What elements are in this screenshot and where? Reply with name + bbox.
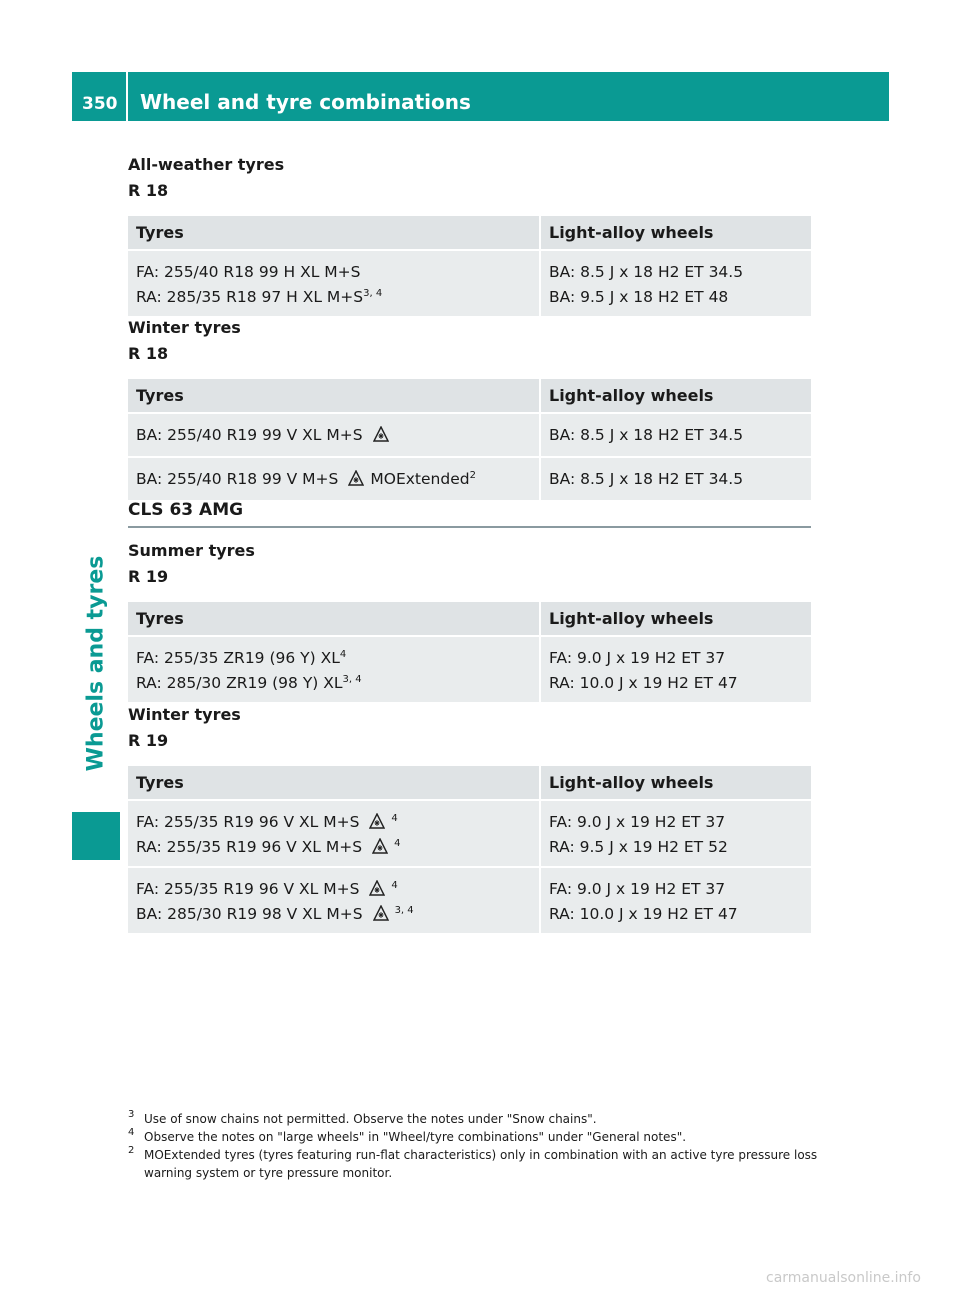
- wheel-spec: RA: 10.0 J x 19 H2 ET 47: [549, 905, 738, 923]
- tyre-spec: FA: 255/35 ZR19 (96 Y) $XL^4$: [136, 648, 347, 667]
- wheel-spec: FA: 9.0 J x 19 H2 ET 37: [549, 880, 726, 898]
- table-row: [128, 636, 811, 703]
- section-summer-r19: [128, 538, 811, 704]
- rim-size: R 18: [128, 344, 169, 363]
- tyre-spec: FA: 255/35 R19 96 V XL M+S $^4$: [136, 879, 398, 898]
- tyre-spec: RA: 255/35 R19 96 V XL M+S $^4$: [136, 837, 401, 856]
- tyre-spec: RA: 285/30 ZR19 (98 Y) XL$^{3, 4}$: [136, 673, 362, 692]
- page-number: 350: [82, 94, 118, 114]
- tyre-spec: FA: 255/40 R18 99 H XL M+S: [136, 263, 361, 281]
- tyre-table: [128, 216, 811, 318]
- tyre-table: [128, 766, 811, 935]
- col-header-wheels: Light-alloy wheels: [540, 216, 811, 250]
- wheel-spec: RA: 9.5 J x 19 H2 ET 52: [549, 838, 728, 856]
- rim-size: R 19: [128, 731, 169, 750]
- wheel-spec: FA: 9.0 J x 19 H2 ET 37: [549, 649, 726, 667]
- col-header-tyres: Tyres: [128, 216, 540, 250]
- rim-size: R 18: [128, 181, 169, 200]
- section-label: Winter tyres: [128, 318, 241, 337]
- section-label: Summer tyres: [128, 541, 255, 560]
- col-header-tyres: Tyres: [128, 766, 540, 800]
- header-divider: [126, 72, 128, 121]
- section-winter-r19: [128, 702, 811, 935]
- footnote: 3 Use of snow chains not permitted. Observe the notes under "Snow chains".: [128, 1109, 597, 1126]
- section-label: All-weather tyres: [128, 155, 285, 174]
- side-tab: [72, 523, 120, 810]
- model-heading: CLS 63 AMG: [128, 500, 811, 528]
- table-row: [128, 800, 811, 867]
- wheel-spec: FA: 9.0 J x 19 H2 ET 37: [549, 813, 726, 831]
- col-header-wheels: Light-alloy wheels: [540, 379, 811, 413]
- section-label: Winter tyres: [128, 705, 241, 724]
- col-header-tyres: Tyres: [128, 379, 540, 413]
- side-tab-label: Wheels and tyres: [83, 555, 109, 772]
- section-winter-r18: [128, 315, 811, 502]
- page-header: [72, 72, 889, 121]
- tyre-spec: BA: 255/40 R19 99 V XL M+S: [136, 423, 531, 448]
- wheel-spec: BA: 9.5 J x 18 H2 ET 48: [549, 288, 729, 306]
- snowflake-mountain-icon: [373, 426, 389, 442]
- side-tab-marker: [72, 812, 120, 860]
- footnote: 2 MOExtended tyres (tyres featuring run-flat characteristics) only in combination with an active tyre pressure loss warning system or tyre pressure monitor.: [128, 1145, 818, 1180]
- wheel-spec: BA: 8.5 J x 18 H2 ET 34.5: [549, 426, 744, 444]
- wheel-spec: BA: 8.5 J x 18 H2 ET 34.5: [549, 470, 744, 488]
- footnote: 4 Observe the notes on "large wheels" in "Wheel/tyre combinations" under "General notes".: [128, 1127, 687, 1144]
- snowflake-mountain-icon: [373, 905, 389, 921]
- footnotes: [128, 1110, 818, 1182]
- snowflake-mountain-icon: [348, 470, 364, 486]
- section-allweather: [128, 152, 811, 318]
- table-row: [128, 413, 811, 457]
- table-row: [128, 250, 811, 317]
- page-title: Wheel and tyre combinations: [140, 90, 471, 114]
- table-row: [128, 457, 811, 501]
- watermark: carmanualsonline.info: [766, 1270, 921, 1286]
- tyre-table: [128, 379, 811, 502]
- col-header-wheels: Light-alloy wheels: [540, 602, 811, 636]
- wheel-spec: RA: 10.0 J x 19 H2 ET 47: [549, 674, 738, 692]
- col-header-tyres: Tyres: [128, 602, 540, 636]
- tyre-table: [128, 602, 811, 704]
- snowflake-mountain-icon: [372, 838, 388, 854]
- tyre-spec: BA: 285/30 R19 98 V XL M+S $^{3, 4}$: [136, 904, 414, 923]
- tyre-spec: FA: 255/35 R19 96 V XL M+S $^4$: [136, 812, 398, 831]
- col-header-wheels: Light-alloy wheels: [540, 766, 811, 800]
- snowflake-mountain-icon: [369, 813, 385, 829]
- tyre-spec: BA: 255/40 R18 99 V M+S MOExtended$^2$: [136, 469, 476, 488]
- tyre-spec: RA: 285/35 R18 97 H XL $M+S^{3, 4}$: [136, 287, 383, 306]
- wheel-spec: BA: 8.5 J x 18 H2 ET 34.5: [549, 263, 744, 281]
- snowflake-mountain-icon: [369, 880, 385, 896]
- rim-size: R 19: [128, 567, 169, 586]
- table-row: [128, 867, 811, 934]
